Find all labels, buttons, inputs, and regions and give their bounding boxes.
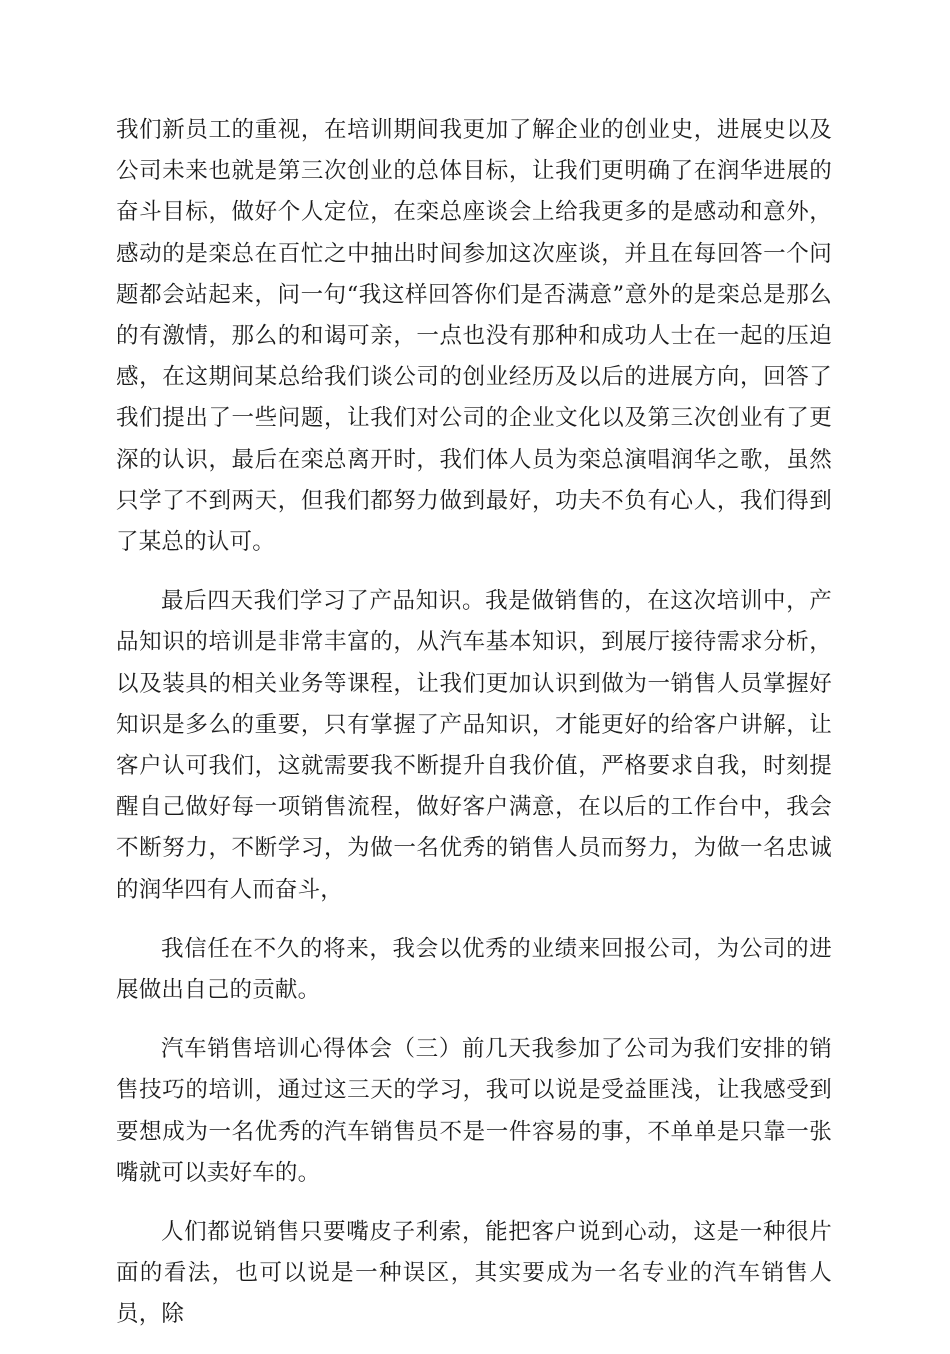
paragraph-3: 我信任在不久的将来，我会以优秀的业绩来回报公司，为公司的进展做出自己的贡献。 [116, 935, 832, 1004]
paragraph-2: 最后四天我们学习了产品知识。我是做销售的，在这次培训中，产品知识的培训是非常丰富的，从汽车基本知识，到展厅接待需求分析，以及装具的相关业务等课程，让我们更加认识到做为一销售人员掌握好知识是多么的重要，只有掌握了产品知识，才能更好的给客户讲解，让客户认可我们，这就需要我不断提升自我价值，严格要求自我，时刻提醒自己做好每一项销售流程，做好客户满意，在以后的工作台中，我会不断努力，不断学习，为做一名优秀的销售人员而努力，为做一名忠诚的润华四有人而奋斗， [116, 588, 832, 903]
paragraph-4: 汽车销售培训心得体会（三）前几天我参加了公司为我们安排的销售技巧的培训，通过这三天的学习，我可以说是受益匪浅，让我感受到要想成为一名优秀的汽车销售员不是一件容易的事，不单单是只靠一张嘴就可以卖好车的。 [116, 1036, 832, 1186]
paragraph-5: 人们都说销售只要嘴皮子利索，能把客户说到心动，这是一种很片面的看法，也可以说是一种误区，其实要成为一名专业的汽车销售人员，除 [116, 1219, 832, 1328]
document-body [116, 110, 832, 1354]
paragraph-1: 我们新员工的重视，在培训期间我更加了解企业的创业史，进展史以及公司未来也就是第三次创业的总体目标，让我们更明确了在润华进展的奋斗目标，做好个人定位，在栾总座谈会上给我更多的是感动和意外，感动的是栾总在百忙之中抽出时间参加这次座谈，并且在每回答一个问题都会站起来，问一句“我这样回答你们是否满意”意外的是栾总是那么的有激情，那么的和谒可亲，一点也没有那种和成功人士在一起的压迫感，在这期间某总给我们谈公司的创业经历及以后的进展方向，回答了我们提出了一些问题，让我们对公司的企业文化以及第三次创业有了更深的认识，最后在栾总离开时，我们体人员为栾总演唱润华之歌，虽然只学了不到两天，但我们都努力做到最好，功夫不负有心人，我们得到了某总的认可。 [116, 117, 832, 556]
